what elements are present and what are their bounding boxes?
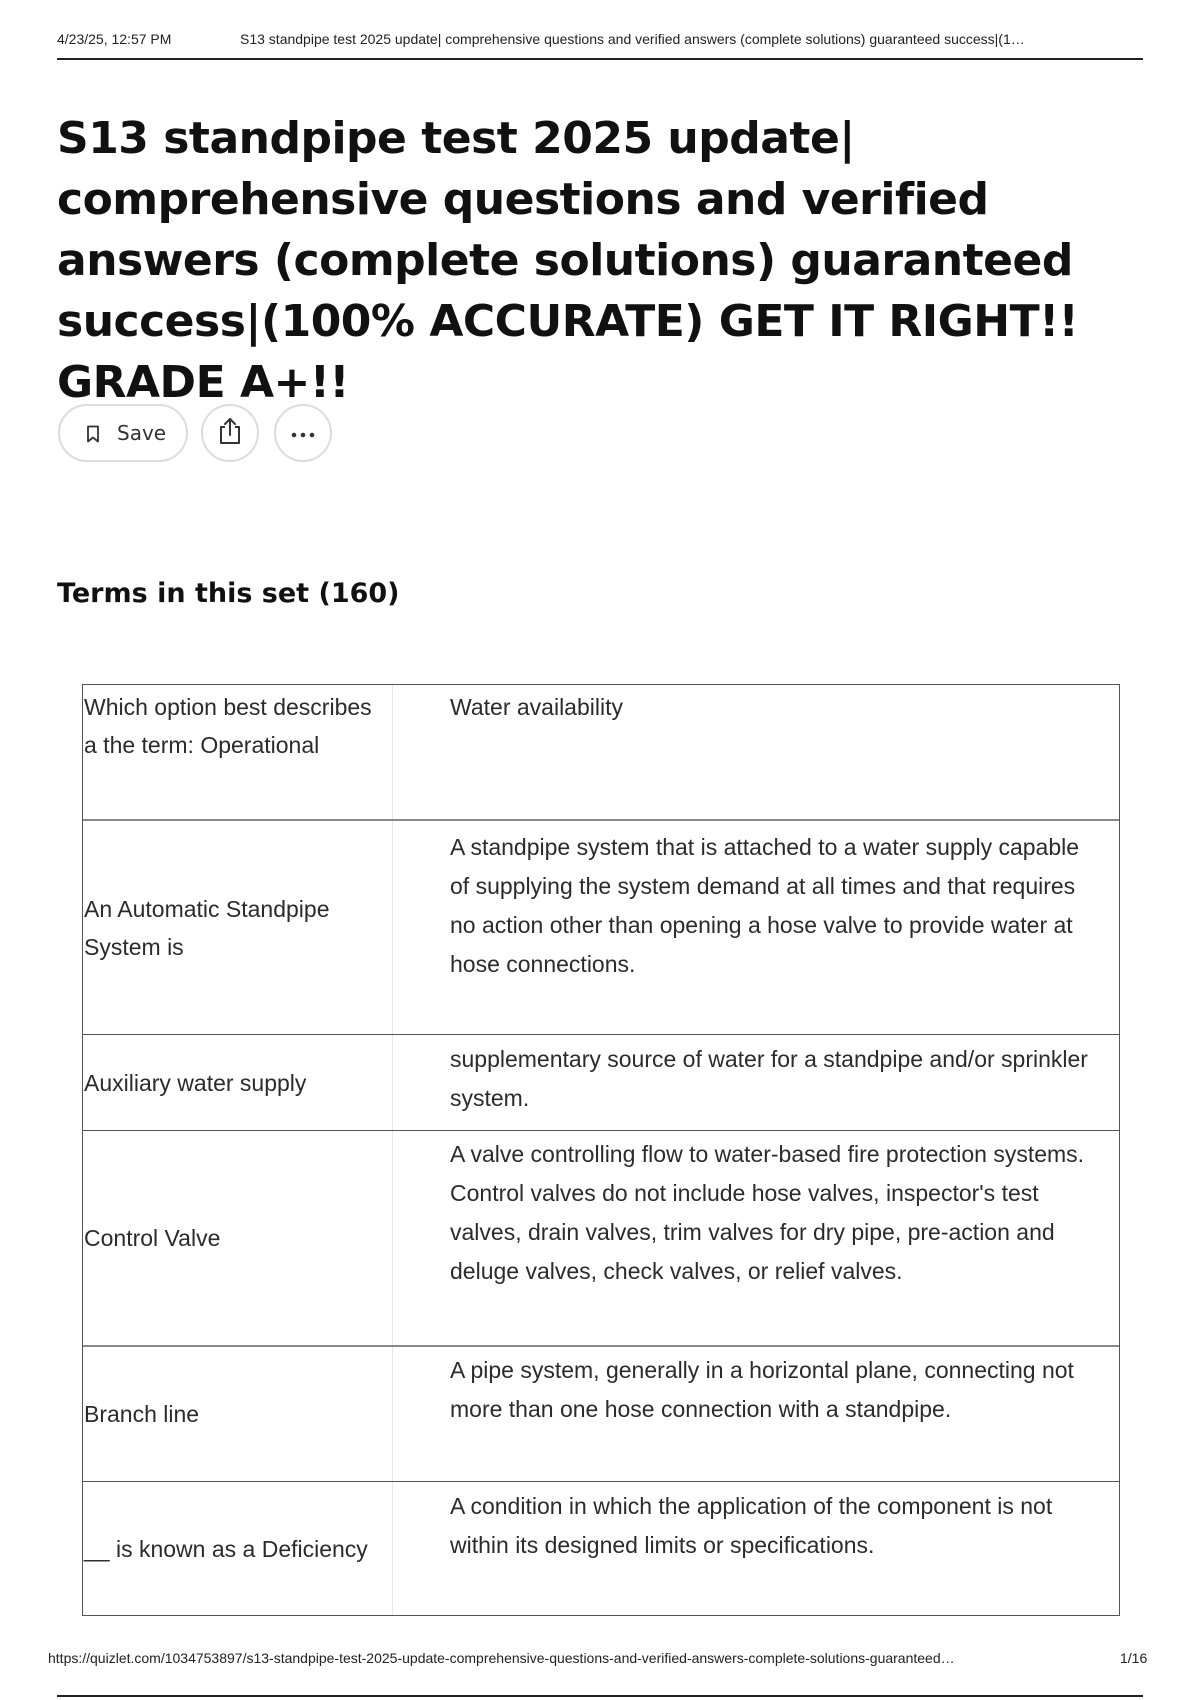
more-icon <box>289 424 317 443</box>
term-text: An Automatic Standpipe System is <box>83 821 393 1034</box>
term-row <box>83 819 1119 1034</box>
print-url: https://quizlet.com/1034753897/s13-standpipe-test-2025-update-comprehensive-questions-and-verified-answers-complete-solutions-guaranteed… <box>48 1650 955 1666</box>
share-icon <box>216 416 244 450</box>
save-button-label: Save <box>117 421 167 445</box>
print-doc-title: S13 standpipe test 2025 update| comprehensive questions and verified answers (complete solutions) guaranteed success|(1… <box>240 31 1025 47</box>
page-number: 1/16 <box>1120 1650 1148 1666</box>
term-text: Which option best describes a the term: Operational <box>83 685 393 819</box>
bookmark-icon <box>86 424 100 442</box>
term-text: __ is known as a Deficiency <box>83 1482 393 1615</box>
definition-text: supplementary source of water for a standpipe and/or sprinkler system. <box>450 1046 1088 1111</box>
term-row <box>83 1034 1119 1130</box>
definition-text: Water availability <box>450 694 623 720</box>
term-row <box>83 1481 1119 1615</box>
print-header <box>57 28 1143 60</box>
definition-text: A valve controlling flow to water-based fire protection systems. Control valves do not include hose valves, inspector's test valves, drain valves, trim valves for dry pipe, pre-action and deluge valves, check valves, or relief valves. <box>450 1141 1085 1284</box>
term-text: Control Valve <box>83 1131 393 1345</box>
save-button[interactable] <box>58 404 188 462</box>
more-options-button[interactable] <box>274 404 332 462</box>
term-text: Branch line <box>83 1347 393 1481</box>
definition-text: A condition in which the application of the component is not within its designed limits or specifications. <box>450 1493 1053 1558</box>
term-row <box>83 1345 1119 1481</box>
terms-table <box>82 684 1120 1616</box>
term-row <box>83 1130 1119 1345</box>
definition-text: A standpipe system that is attached to a water supply capable of supplying the system demand at all times and that requires no action other than opening a hose valve to provide water at hose connections. <box>450 834 1080 977</box>
term-text: Auxiliary water supply <box>83 1035 393 1130</box>
definition-text: A pipe system, generally in a horizontal plane, connecting not more than one hose connection with a standpipe. <box>450 1357 1074 1422</box>
page-title: S13 standpipe test 2025 update| comprehensive questions and verified answers (complete solutions) guaranteed success|(100% ACCURATE) GET IT RIGHT!! GRADE A+!! <box>57 113 1079 408</box>
print-date: 4/23/25, 12:57 PM <box>57 31 172 47</box>
footer-divider <box>57 1695 1143 1697</box>
term-row <box>83 685 1119 819</box>
terms-heading: Terms in this set (160) <box>57 578 400 609</box>
share-button[interactable] <box>201 404 259 462</box>
